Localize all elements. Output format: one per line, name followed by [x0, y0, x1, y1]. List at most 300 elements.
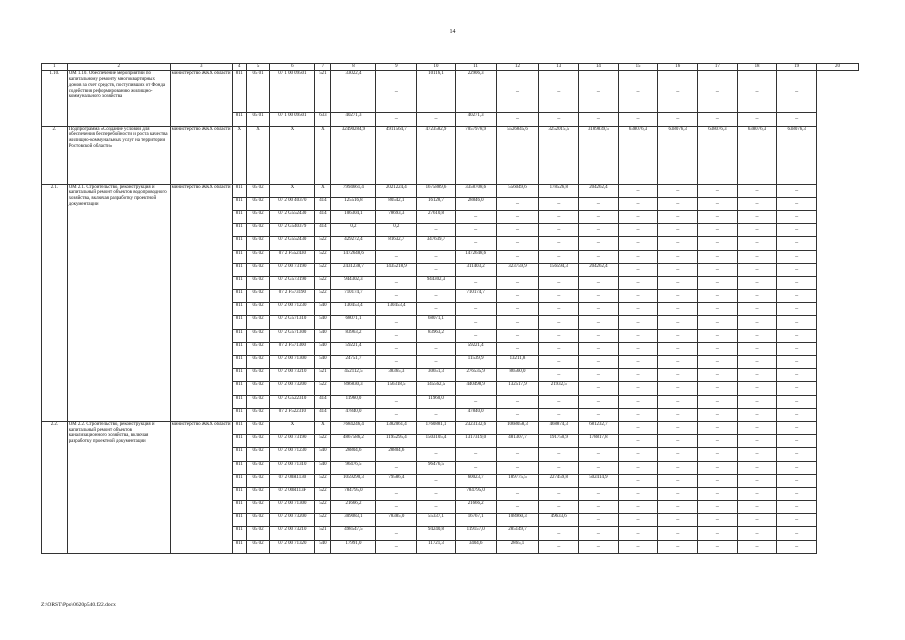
table-cell: 07 2 F552430 — [270, 250, 315, 263]
table-cell: 07 2 00 71310 — [270, 461, 315, 474]
table-cell: 156318,5 — [376, 382, 417, 395]
table-cell: 540 — [315, 461, 331, 474]
table-cell: 414 — [315, 210, 331, 223]
table-cell: 05 02 — [246, 527, 270, 540]
table-cell: – — [618, 382, 658, 395]
table-cell: 811 — [232, 514, 246, 527]
table-cell: – — [737, 474, 777, 487]
table-cell: – — [579, 408, 619, 421]
table-cell: – — [376, 113, 417, 126]
table-cell: – — [737, 395, 777, 408]
table-cell: 94240,8 — [417, 527, 456, 540]
table-cell: 414 — [315, 395, 331, 408]
table-cell: – — [539, 210, 579, 223]
table-cell: – — [658, 448, 698, 461]
table-cell: 3404,6 — [455, 540, 496, 553]
table-cell: 638076,3 — [698, 126, 738, 184]
table-cell: – — [777, 184, 817, 197]
table-cell: 522 — [315, 263, 331, 276]
table-cell: – — [698, 448, 738, 461]
table-cell: 78385,0 — [376, 514, 417, 527]
table-cell: 276535,9 — [455, 369, 496, 382]
table-cell: – — [658, 197, 698, 210]
table-cell: 156594,3 — [539, 263, 579, 276]
table-cell: 78693,3 — [376, 210, 417, 223]
table-cell: – — [496, 71, 539, 113]
table-cell: 638076,3 — [737, 126, 777, 184]
table-cell: – — [698, 184, 738, 197]
table-cell: 07 2 00 71300 — [270, 501, 315, 514]
column-number: 12 — [496, 64, 539, 71]
table-cell: 285149,7 — [496, 527, 539, 540]
table-cell: 07 2 00 71230 — [270, 303, 315, 316]
table-cell: 30651,3 — [417, 369, 456, 382]
table-row — [42, 184, 859, 197]
table-cell: 540 — [315, 329, 331, 342]
table-cell: – — [777, 540, 817, 553]
table-cell: 0,2 — [331, 224, 376, 237]
table-cell: – — [496, 487, 539, 500]
table-cell: – — [618, 421, 658, 434]
table-cell: 05 02 — [246, 263, 270, 276]
table-cell: – — [376, 276, 417, 289]
table-cell: – — [737, 237, 777, 250]
table-cell: 81632,7 — [376, 237, 417, 250]
table-cell: 811 — [232, 527, 246, 540]
table-cell: 05 02 — [246, 448, 270, 461]
table-cell: – — [698, 540, 738, 553]
table-cell: – — [496, 448, 539, 461]
table-cell: 05 02 — [246, 210, 270, 223]
table-cell: X — [270, 126, 315, 184]
table-cell: – — [455, 276, 496, 289]
table-cell: – — [539, 316, 579, 329]
table-cell: 189775,5 — [496, 474, 539, 487]
table-cell: 28846,0 — [455, 197, 496, 210]
table-cell: 60023,7 — [455, 474, 496, 487]
table-cell: – — [618, 540, 658, 553]
table-cell: 05 02 — [246, 184, 270, 197]
table-cell: – — [496, 408, 539, 421]
table-cell: – — [496, 113, 539, 126]
table-cell: – — [698, 342, 738, 355]
table-cell: 125516,8 — [331, 197, 376, 210]
table-cell: – — [618, 184, 658, 197]
table-cell: – — [658, 527, 698, 540]
table-cell: – — [658, 303, 698, 316]
table-cell: – — [579, 329, 619, 342]
table-cell: 811 — [232, 184, 246, 197]
table-cell: – — [698, 276, 738, 289]
table-cell: – — [579, 461, 619, 474]
table-cell: – — [737, 113, 777, 126]
table-cell: – — [658, 461, 698, 474]
table-cell: 07 1 00 09501 — [270, 113, 315, 126]
table-cell: 21666,2 — [331, 501, 376, 514]
table-cell: 05 01 — [246, 71, 270, 113]
table-cell: 11960,0 — [417, 395, 456, 408]
table-cell: – — [698, 369, 738, 382]
table-cell: – — [539, 342, 579, 355]
table-cell: 811 — [232, 290, 246, 303]
table-cell: – — [539, 461, 579, 474]
table-cell: – — [737, 461, 777, 474]
column-number: 10 — [417, 64, 456, 71]
table-cell: 811 — [232, 356, 246, 369]
table-cell: – — [777, 474, 817, 487]
table-cell: 80542,1 — [376, 197, 417, 210]
table-cell: 33022,4 — [331, 71, 376, 113]
table-cell: – — [737, 210, 777, 223]
table-cell: – — [539, 369, 579, 382]
table-cell: 05 02 — [246, 408, 270, 421]
table-cell: – — [777, 408, 817, 421]
table-cell: – — [579, 501, 619, 514]
table-cell: – — [539, 540, 579, 553]
table-cell: – — [737, 224, 777, 237]
table-cell: – — [579, 369, 619, 382]
table-cell: 811 — [232, 224, 246, 237]
table-cell: – — [698, 421, 738, 434]
table-cell: X — [270, 184, 315, 197]
table-cell: – — [539, 527, 579, 540]
table-cell: 130453,4 — [376, 303, 417, 316]
table-cell: – — [539, 250, 579, 263]
table-cell: 1760881,1 — [417, 421, 456, 434]
table-cell: – — [455, 395, 496, 408]
table-cell: – — [658, 501, 698, 514]
table-cell: – — [618, 316, 658, 329]
table-cell: – — [376, 290, 417, 303]
table-cell: 07 2 F573190 — [270, 290, 315, 303]
table-cell: 59221,4 — [331, 342, 376, 355]
table-cell: – — [658, 237, 698, 250]
table-cell: 11960,0 — [331, 395, 376, 408]
column-number: 5 — [246, 64, 270, 71]
table-cell: – — [737, 448, 777, 461]
table-cell: 07 2 G552430 — [270, 237, 315, 250]
table-cell: – — [737, 382, 777, 395]
table-cell: 811 — [232, 303, 246, 316]
table-cell: 79586,4 — [376, 474, 417, 487]
column-number: 8 — [331, 64, 376, 71]
table-cell: – — [737, 263, 777, 276]
table-cell: 540 — [315, 448, 331, 461]
table-cell: – — [496, 461, 539, 474]
table-cell: 07 2 F522310 — [270, 408, 315, 421]
table-cell: – — [417, 290, 456, 303]
table-cell: – — [737, 303, 777, 316]
table-cell: – — [539, 224, 579, 237]
column-number: 13 — [539, 64, 579, 71]
table-cell: – — [539, 408, 579, 421]
table-cell: 1059290,3 — [331, 474, 376, 487]
table-cell: – — [658, 263, 698, 276]
table-cell: 05 02 — [246, 369, 270, 382]
table-cell: 05 02 — [246, 250, 270, 263]
table-cell: 311403,2 — [455, 263, 496, 276]
table-cell: – — [579, 303, 619, 316]
table-cell: 638076,3 — [658, 126, 698, 184]
table-cell: 17991,0 — [331, 540, 376, 553]
table-cell: 1435218,9 — [376, 263, 417, 276]
table-cell: 16767,1 — [455, 514, 496, 527]
column-number: 9 — [376, 64, 417, 71]
table-cell: – — [737, 527, 777, 540]
column-number: 18 — [737, 64, 777, 71]
table-cell: – — [698, 303, 738, 316]
table-cell: 49633,6 — [539, 514, 579, 527]
table-cell: – — [539, 329, 579, 342]
table-cell: 05 02 — [246, 342, 270, 355]
table-cell: – — [496, 395, 539, 408]
table-cell: 522 — [315, 474, 331, 487]
table-cell: 522 — [315, 237, 331, 250]
table-cell: 811 — [232, 487, 246, 500]
table-cell: – — [698, 474, 738, 487]
table-cell: – — [658, 408, 698, 421]
table-cell: 3358708,6 — [455, 184, 496, 197]
table-cell: 21932,5 — [539, 382, 579, 395]
table-cell: – — [777, 435, 817, 448]
table-cell: – — [777, 461, 817, 474]
table-cell: 05 02 — [246, 474, 270, 487]
table-cell: 07 2 00 73190 — [270, 435, 315, 448]
table-cell: – — [579, 342, 619, 355]
table-cell: – — [737, 514, 777, 527]
table-cell: – — [618, 395, 658, 408]
table-cell: – — [618, 369, 658, 382]
table-cell: – — [698, 113, 738, 126]
table-cell: – — [579, 290, 619, 303]
table-cell: – — [777, 356, 817, 369]
table-cell: 440498,9 — [455, 382, 496, 395]
page-number: 14 — [449, 29, 456, 35]
table-cell: 7684246,4 — [331, 421, 376, 434]
table-cell: 07 2 00 73200 — [270, 382, 315, 395]
table-cell: 05 02 — [246, 197, 270, 210]
table-cell: 178526,8 — [539, 184, 579, 197]
table-cell: 498547,5 — [331, 527, 376, 540]
table-cell: – — [579, 113, 619, 126]
table-cell: – — [417, 342, 456, 355]
table-cell: – — [698, 435, 738, 448]
table-cell: 07 2 G571300 — [270, 329, 315, 342]
table-cell: – — [579, 71, 619, 113]
table-cell: 811 — [232, 421, 246, 434]
table-cell: – — [658, 487, 698, 500]
table-cell: 68071,1 — [331, 316, 376, 329]
table-cell: 07 2 00 73200 — [270, 514, 315, 527]
table-cell: – — [777, 197, 817, 210]
table-cell: – — [737, 329, 777, 342]
table-cell: 119157,0 — [455, 527, 496, 540]
table-cell: X — [315, 184, 331, 197]
table-cell: 05 02 — [246, 224, 270, 237]
table-cell: 05 02 — [246, 237, 270, 250]
table-cell: 811 — [232, 382, 246, 395]
table-cell: – — [658, 290, 698, 303]
table-cell: 811 — [232, 474, 246, 487]
table-cell: 05 02 — [246, 421, 270, 434]
table-cell: 522 — [315, 514, 331, 527]
table-cell: – — [579, 448, 619, 461]
table-cell: – — [376, 501, 417, 514]
table-cell: – — [658, 474, 698, 487]
table-cell: – — [737, 250, 777, 263]
table-cell: – — [496, 329, 539, 342]
table-cell: 414 — [315, 197, 331, 210]
table-cell: – — [777, 71, 817, 113]
table-cell: – — [737, 540, 777, 553]
table-cell: 2865,1 — [496, 540, 539, 553]
table-cell: – — [579, 540, 619, 553]
table-cell: – — [777, 250, 817, 263]
table-cell: – — [618, 461, 658, 474]
table-cell: 05 02 — [246, 435, 270, 448]
table-cell: 07 2 00 40370 — [270, 197, 315, 210]
table-cell: 05 02 — [246, 501, 270, 514]
file-path-footer: Z:\ORST\Ppo\0620p540.f22.docx — [41, 602, 116, 608]
table-cell: 178817,8 — [579, 435, 619, 448]
table-cell: 191750,9 — [539, 435, 579, 448]
table-cell: 522 — [315, 290, 331, 303]
table-cell: – — [698, 263, 738, 276]
table-cell: – — [496, 342, 539, 355]
table-cell: – — [698, 382, 738, 395]
table-cell: 1675889,6 — [417, 184, 456, 197]
table-cell: – — [455, 448, 496, 461]
table-cell: – — [376, 250, 417, 263]
table-cell: – — [618, 224, 658, 237]
table-cell: 05 02 — [246, 329, 270, 342]
table-cell: 811 — [232, 408, 246, 421]
table-cell: – — [777, 210, 817, 223]
table-cell: 32490284,9 — [331, 126, 376, 184]
table-cell: – — [658, 369, 698, 382]
table-cell: 204262,4 — [579, 263, 619, 276]
table-cell: 811 — [232, 329, 246, 342]
table-cell: 96476,5 — [417, 461, 456, 474]
table-cell: 811 — [232, 395, 246, 408]
table-cell: – — [658, 382, 698, 395]
table-cell: 540 — [315, 316, 331, 329]
table-cell: – — [417, 250, 456, 263]
table-cell: – — [618, 276, 658, 289]
table-cell: 21666,2 — [455, 501, 496, 514]
table-cell: – — [658, 435, 698, 448]
table-cell: 811 — [232, 71, 246, 113]
table-cell: – — [737, 290, 777, 303]
table-cell: – — [618, 474, 658, 487]
table-cell: 05 02 — [246, 276, 270, 289]
table-cell: – — [376, 527, 417, 540]
table-cell: 633 — [315, 113, 331, 126]
table-cell: – — [618, 435, 658, 448]
table-cell: – — [496, 237, 539, 250]
table-cell: – — [737, 487, 777, 500]
table-cell: – — [698, 487, 738, 500]
table-cell: X — [315, 421, 331, 434]
table-cell: – — [658, 184, 698, 197]
table-cell: – — [737, 408, 777, 421]
table-cell: 811 — [232, 316, 246, 329]
table-cell: – — [455, 461, 496, 474]
table-cell: – — [737, 184, 777, 197]
table-cell: – — [698, 237, 738, 250]
column-number: 17 — [698, 64, 738, 71]
table-cell: – — [777, 113, 817, 126]
table-cell: 811 — [232, 501, 246, 514]
table-cell: X — [246, 126, 270, 184]
table-cell: 811 — [232, 210, 246, 223]
table-cell: – — [539, 395, 579, 408]
table-cell: – — [417, 113, 456, 126]
table-cell: 10116,1 — [417, 71, 456, 113]
table-cell: – — [455, 210, 496, 223]
table-cell: – — [455, 329, 496, 342]
table-cell: – — [777, 303, 817, 316]
table-cell: 452112,5 — [331, 369, 376, 382]
table-cell: 811 — [232, 342, 246, 355]
table-cell: – — [777, 514, 817, 527]
table-cell: – — [417, 408, 456, 421]
table-cell: 1472648,6 — [455, 250, 496, 263]
table-cell: 811 — [232, 540, 246, 553]
table-cell: – — [698, 71, 738, 113]
table-cell: 0,2 — [376, 224, 417, 237]
table-cell: – — [737, 71, 777, 113]
table-cell: 227459,8 — [539, 474, 579, 487]
table-cell: – — [777, 421, 817, 434]
table-cell: 28804,6 — [376, 448, 417, 461]
column-number: 7 — [315, 64, 331, 71]
table-cell: – — [618, 408, 658, 421]
table-cell: – — [579, 487, 619, 500]
table-cell: 1195295,4 — [376, 435, 417, 448]
table-cell: – — [579, 527, 619, 540]
table-cell: – — [618, 197, 658, 210]
table-cell: 811 — [232, 448, 246, 461]
table-cell: – — [777, 237, 817, 250]
table-cell: – — [539, 448, 579, 461]
table-cell: 145562,5 — [417, 382, 456, 395]
column-number: 11 — [455, 64, 496, 71]
table-cell: – — [376, 540, 417, 553]
table-cell: 38365,3 — [376, 369, 417, 382]
table-cell: – — [737, 197, 777, 210]
table-cell: 86560,0 — [496, 369, 539, 382]
table-cell: – — [737, 421, 777, 434]
table-cell: – — [618, 356, 658, 369]
table-cell: – — [417, 474, 456, 487]
table-cell: – — [417, 356, 456, 369]
table-cell: 4723582,9 — [417, 126, 456, 184]
table-cell: 811 — [232, 237, 246, 250]
table-cell: 811 — [232, 197, 246, 210]
table-cell: – — [658, 540, 698, 553]
table-cell: – — [618, 303, 658, 316]
table-cell: – — [539, 71, 579, 113]
table-cell: 522 — [315, 276, 331, 289]
table-cell: – — [698, 527, 738, 540]
table-cell: – — [539, 487, 579, 500]
table-cell: – — [698, 290, 738, 303]
table-cell: – — [777, 290, 817, 303]
executor: министерство ЖКХ области — [170, 71, 232, 126]
table-cell: 2323132,6 — [455, 421, 496, 434]
table-cell: 638076,3 — [618, 126, 658, 184]
